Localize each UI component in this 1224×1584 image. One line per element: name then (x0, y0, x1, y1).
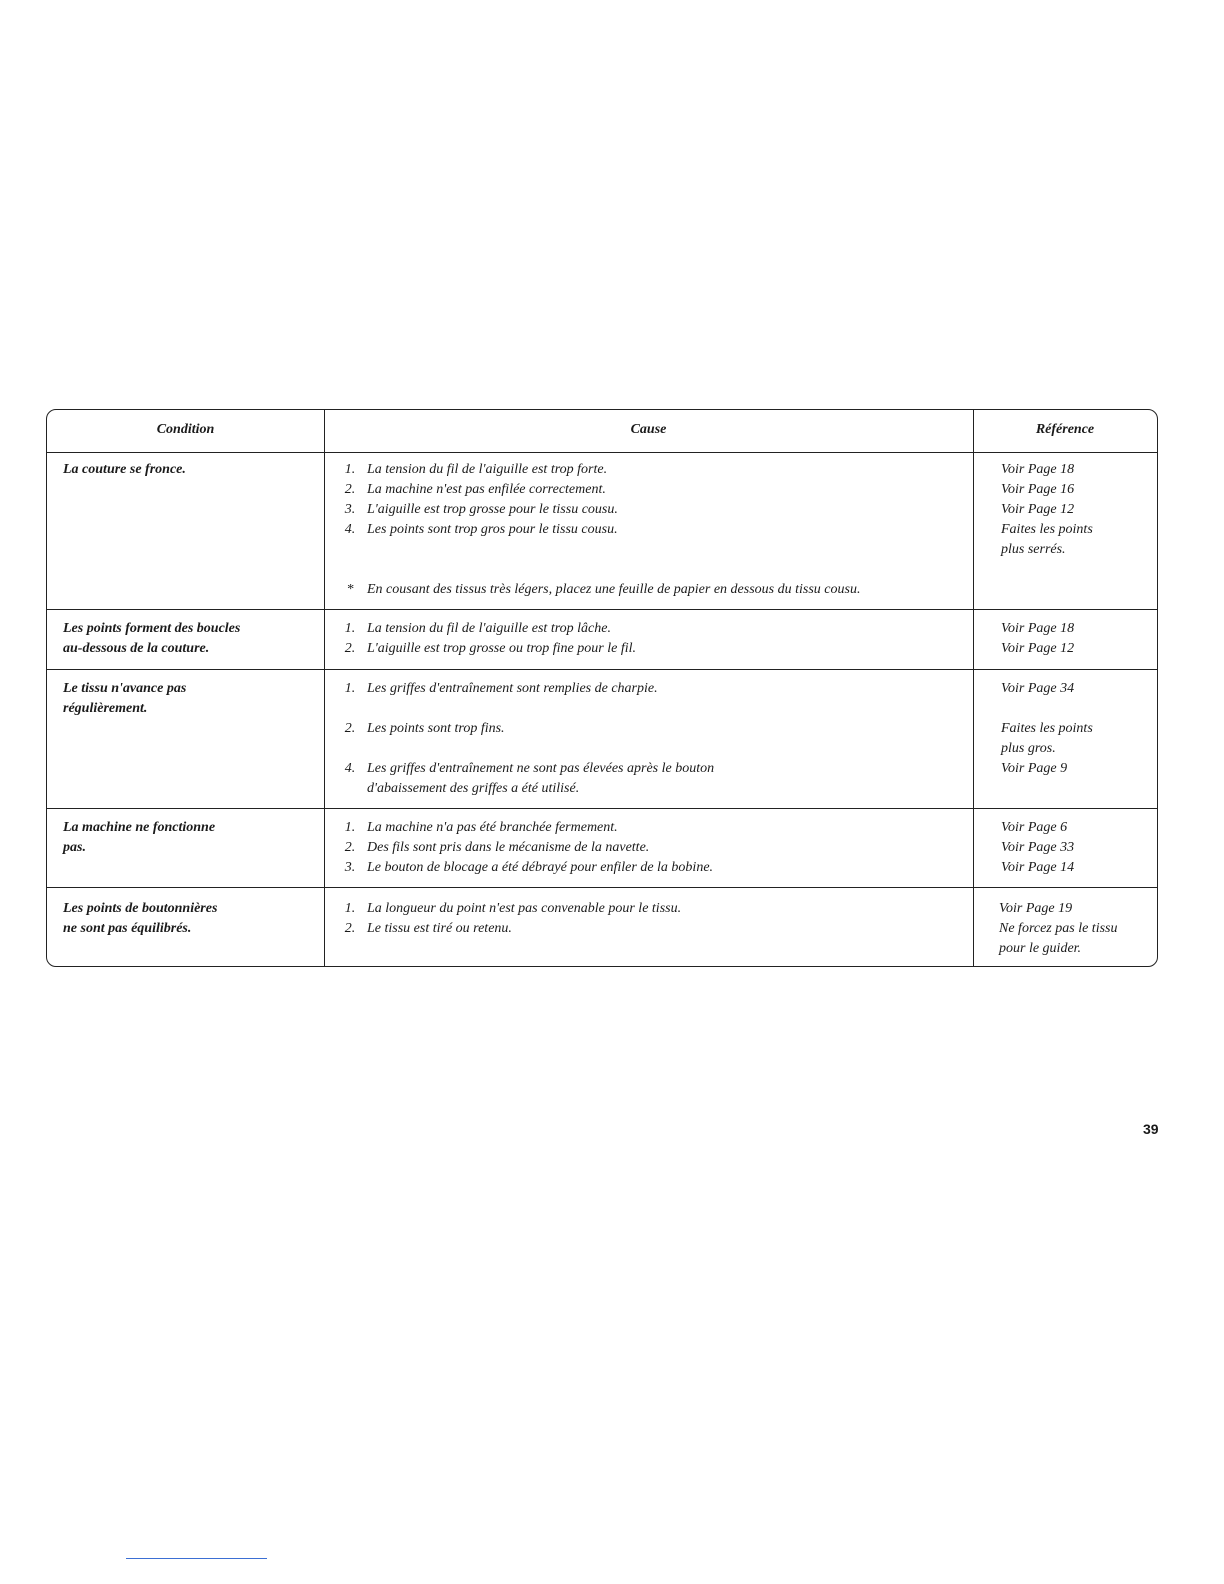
cause-cell (339, 899, 969, 939)
cause-cell (339, 818, 969, 878)
reference-line: Faites les points (1001, 522, 1093, 537)
cause-cell (339, 679, 969, 799)
condition-cell (63, 679, 313, 719)
reference-line: Voir Page 18 (1001, 462, 1075, 477)
cause-text: L'aiguille est trop grosse pour le tissu cousu. (367, 502, 618, 517)
reference-cell (1001, 818, 1151, 878)
reference-line: Voir Page 12 (1001, 502, 1075, 517)
column-divider (973, 410, 974, 966)
cause-text: L'aiguille est trop grosse ou trop fine pour le fil. (367, 641, 636, 656)
row-divider (47, 609, 1157, 610)
column-divider (324, 410, 325, 966)
reference-line: Faites les points (1001, 721, 1093, 736)
cause-item (339, 719, 969, 739)
reference-line: Voir Page 6 (1001, 820, 1068, 835)
cause-item (339, 899, 969, 919)
reference-cell (999, 899, 1155, 959)
condition-line: Les points de boutonnières (63, 901, 218, 916)
cause-item (339, 480, 969, 500)
cause-text: Les griffes d'entraînement ne sont pas élevées après le bouton (367, 761, 715, 776)
cause-number: 2. (344, 921, 356, 936)
note-text: En cousant des tissus très légers, placez une feuille de papier en dessous du tissu cousu. (367, 582, 861, 597)
cause-number: 1. (344, 681, 356, 696)
cause-cell (339, 619, 969, 659)
reference-line: plus gros. (1001, 741, 1056, 756)
cause-text: d'abaissement des griffes a été utilisé. (367, 781, 580, 796)
cause-item (339, 619, 969, 639)
cause-item (339, 838, 969, 858)
cause-number: 3. (344, 502, 356, 517)
row-divider (47, 669, 1157, 670)
cause-number: 1. (344, 621, 356, 636)
condition-cell (63, 460, 313, 480)
header-cause: Cause (630, 422, 667, 437)
reference-cell (1001, 619, 1151, 659)
row-divider (47, 887, 1157, 888)
cause-text: Le tissu est tiré ou retenu. (367, 921, 512, 936)
condition-line: Les points forment des boucles (63, 621, 241, 636)
page-number: 39 (1143, 1121, 1159, 1137)
cause-number: 1. (344, 462, 356, 477)
header-condition: Condition (156, 422, 215, 437)
reference-line: Voir Page 9 (1001, 761, 1068, 776)
reference-line: Voir Page 33 (1001, 840, 1075, 855)
header-rule (47, 452, 1157, 453)
reference-line: pour le guider. (999, 941, 1082, 956)
header-reference: Référence (1035, 422, 1095, 437)
condition-line: La machine ne fonctionne (63, 820, 216, 835)
condition-cell (63, 818, 313, 858)
footer-rule (126, 1558, 267, 1559)
cause-number: 4. (344, 522, 356, 537)
condition-line: ne sont pas équilibrés. (63, 921, 192, 936)
cause-text: Les points sont trop gros pour le tissu cousu. (367, 522, 618, 537)
condition-line: pas. (63, 840, 86, 855)
condition-line: Le tissu n'avance pas (63, 681, 187, 696)
cause-item (339, 858, 969, 878)
condition-cell (63, 899, 313, 939)
cause-text: Le bouton de blocage a été débrayé pour enfiler de la bobine. (367, 860, 714, 875)
cause-text: Les griffes d'entraînement sont remplies de charpie. (367, 681, 658, 696)
cause-number: 2. (344, 721, 356, 736)
cause-item (339, 500, 969, 520)
reference-line: Voir Page 19 (999, 901, 1073, 916)
condition-cell (63, 619, 313, 659)
cause-text: La machine n'a pas été branchée fermement. (367, 820, 618, 835)
note-mark: * (346, 582, 354, 597)
reference-line: Voir Page 12 (1001, 641, 1075, 656)
cause-item (339, 639, 969, 659)
troubleshooting-table (46, 409, 1158, 967)
cause-number: 2. (344, 641, 356, 656)
condition-line: régulièrement. (63, 701, 148, 716)
cause-text: La tension du fil de l'aiguille est trop lâche. (367, 621, 611, 636)
condition-line: au-dessous de la couture. (63, 641, 210, 656)
cause-item (339, 679, 969, 699)
cause-number: 3. (344, 860, 356, 875)
cause-note (339, 580, 969, 600)
cause-number: 2. (344, 840, 356, 855)
row-divider (47, 808, 1157, 809)
cause-text: La tension du fil de l'aiguille est trop forte. (367, 462, 608, 477)
cause-text: La machine n'est pas enfilée correctement. (367, 482, 606, 497)
reference-line: Voir Page 16 (1001, 482, 1075, 497)
reference-line: Voir Page 18 (1001, 621, 1075, 636)
cause-text: Des fils sont pris dans le mécanisme de la navette. (367, 840, 650, 855)
condition-line: La couture se fronce. (63, 462, 186, 477)
cause-number: 4. (344, 761, 356, 776)
cause-cell (339, 460, 969, 600)
reference-line: Ne forcez pas le tissu (999, 921, 1118, 936)
cause-item (339, 520, 969, 540)
cause-number: 1. (344, 901, 356, 916)
reference-line: plus serrés. (1001, 542, 1066, 557)
reference-line: Voir Page 14 (1001, 860, 1075, 875)
cause-number: 1. (344, 820, 356, 835)
reference-line: Voir Page 34 (1001, 681, 1075, 696)
cause-item (339, 919, 969, 939)
cause-item (339, 818, 969, 838)
reference-cell (1001, 679, 1151, 779)
cause-item (339, 759, 969, 799)
cause-text: La longueur du point n'est pas convenable pour le tissu. (367, 901, 682, 916)
reference-cell (1001, 460, 1151, 560)
cause-item (339, 460, 969, 480)
cause-number: 2. (344, 482, 356, 497)
cause-text: Les points sont trop fins. (367, 721, 505, 736)
